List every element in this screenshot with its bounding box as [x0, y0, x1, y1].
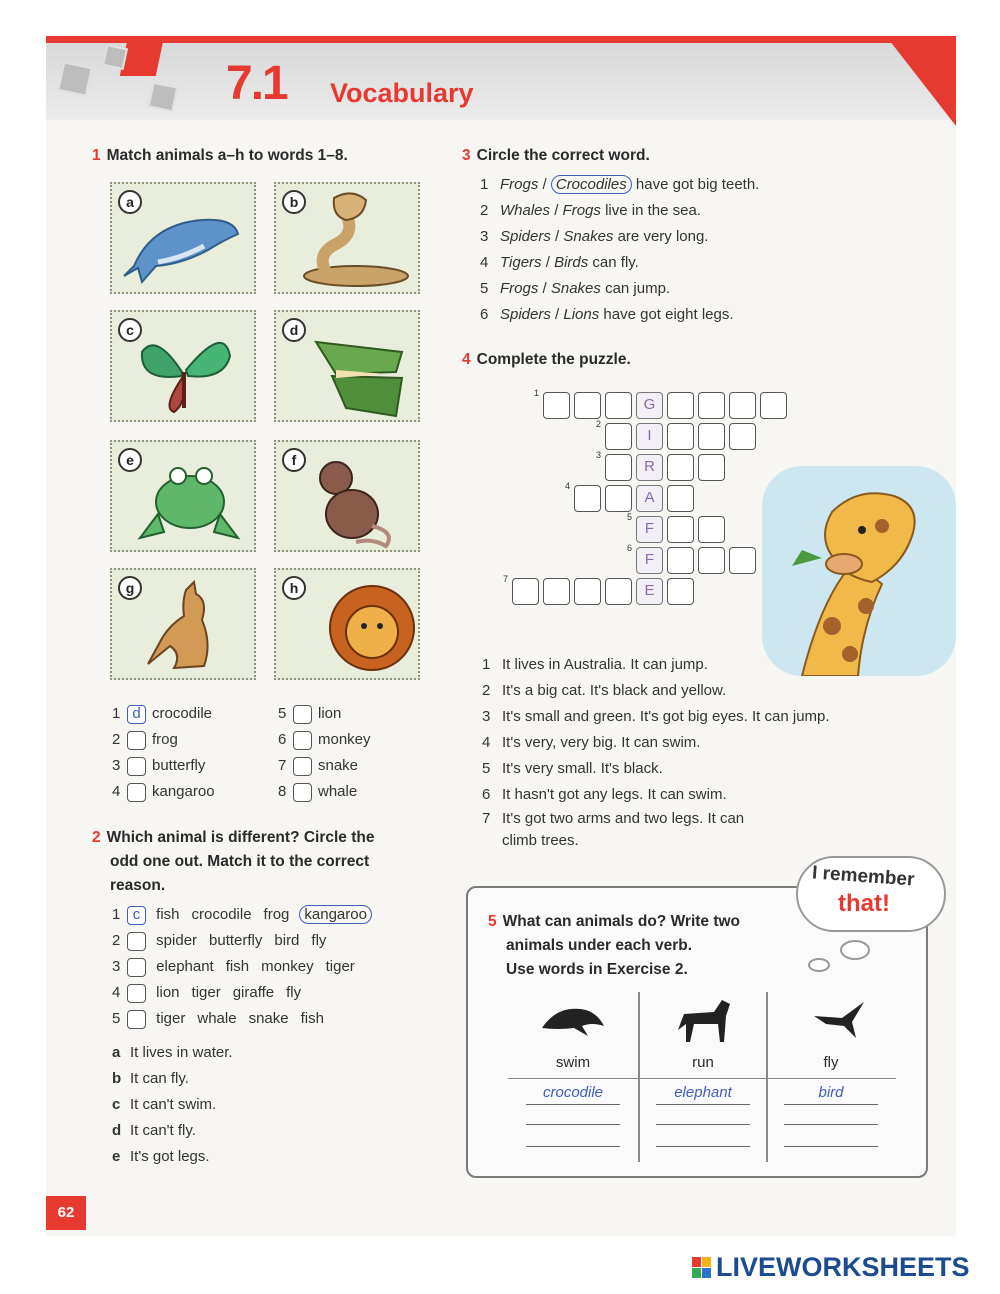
reason-letter: c	[112, 1096, 121, 1113]
item-number: 8	[278, 783, 287, 800]
crossword-cell[interactable]	[760, 392, 787, 419]
list-item: 5 Frogs / Snakes can jump.	[480, 276, 920, 302]
ex2-number: 2	[92, 829, 101, 846]
answer-box[interactable]	[127, 984, 146, 1003]
crossword-key-cell[interactable]: R	[636, 454, 663, 481]
list-item	[112, 1006, 472, 1032]
bubble-tail	[840, 940, 870, 960]
crossword-cell[interactable]	[667, 454, 694, 481]
page-number: 62	[46, 1196, 86, 1230]
reason-letter: d	[112, 1122, 122, 1139]
crossword-cell[interactable]	[729, 392, 756, 419]
header-decoration	[102, 44, 128, 70]
clue-number: 7	[482, 810, 491, 827]
ex5-title-line: Use words in Exercise 2.	[506, 961, 688, 978]
word-option[interactable]: Lions	[563, 306, 600, 323]
crossword-key-cell[interactable]: G	[636, 392, 663, 419]
word-option[interactable]: Snakes	[563, 228, 614, 245]
word-option[interactable]: elephant	[156, 958, 214, 975]
ex2-title	[92, 826, 432, 898]
item-word: frog	[152, 731, 178, 748]
list-item	[112, 753, 272, 779]
crossword-cell[interactable]	[729, 547, 756, 574]
clue-item	[482, 782, 922, 808]
list-item	[112, 727, 272, 753]
crossword-cell[interactable]	[667, 547, 694, 574]
word-option[interactable]: Frogs	[500, 176, 539, 193]
answer-box[interactable]	[127, 757, 146, 776]
word-option[interactable]: whale	[197, 1010, 237, 1027]
word-option[interactable]: crocodile	[191, 906, 252, 923]
word-option[interactable]: giraffe	[232, 984, 275, 1001]
reason-letter: e	[112, 1148, 121, 1165]
clue-number: 1	[482, 656, 491, 673]
list-item: 4 Tigers / Birds can fly.	[480, 250, 920, 276]
horse-icon	[674, 994, 734, 1044]
clue-item	[482, 704, 922, 730]
crossword-cell[interactable]	[667, 578, 694, 605]
word-option[interactable]: bird	[274, 932, 300, 949]
giraffe-icon	[762, 466, 956, 676]
list-item: 3 Spiders / Snakes are very long.	[480, 224, 920, 250]
picture-label: d	[282, 318, 306, 342]
verb-fly: fly	[823, 1054, 839, 1071]
list-item: 1 Frogs / Crocodiles have got big teeth.	[480, 172, 920, 198]
write-line[interactable]	[656, 1104, 750, 1105]
ex3-title-text: Circle the correct word.	[476, 147, 650, 164]
crossword-clue-number: 3	[596, 450, 602, 460]
ex4-number: 4	[462, 351, 471, 368]
reason-text: It can't swim.	[130, 1096, 217, 1113]
word-option[interactable]: tiger	[191, 984, 221, 1001]
word-option[interactable]: Frogs	[500, 280, 539, 297]
header-accent-line	[46, 36, 956, 43]
ex4-title	[462, 348, 631, 372]
answer-box[interactable]: c	[127, 906, 146, 925]
list-item	[112, 779, 272, 805]
bubble-line-1: I remember	[811, 862, 916, 891]
ex2-title-line: odd one out. Match it to the correct	[110, 853, 370, 870]
picture-lion	[274, 568, 420, 680]
column-divider	[638, 992, 640, 1162]
word-option[interactable]: lion	[156, 984, 180, 1001]
word-option[interactable]: frog	[263, 906, 290, 923]
list-item: 6 Spiders / Lions have got eight legs.	[480, 302, 920, 328]
item-number: 1	[112, 705, 121, 722]
word-option[interactable]: Tigers	[500, 254, 542, 271]
item-number: 5	[278, 705, 287, 722]
clue-number: 4	[482, 734, 491, 751]
ex5-title-line: What can animals do? Write two	[502, 913, 741, 930]
clue-item	[482, 808, 922, 852]
item-number: 2	[112, 932, 121, 949]
word-option[interactable]: snake	[248, 1010, 289, 1027]
clue-text: It's very, very big. It can swim.	[502, 734, 701, 751]
crossword-cell[interactable]	[698, 547, 725, 574]
verb-run: run	[692, 1054, 714, 1071]
picture-whale	[110, 182, 256, 294]
word-option-circled[interactable]: Crocodiles	[551, 175, 632, 194]
item-word: kangaroo	[152, 783, 215, 800]
ex4-clues	[482, 652, 922, 852]
clue-text: It hasn't got any legs. It can swim.	[502, 786, 727, 803]
clue-text: It's a big cat. It's black and yellow.	[502, 682, 727, 699]
sentence-rest: have got eight legs.	[603, 306, 734, 323]
ex5-title	[488, 910, 788, 982]
write-line[interactable]	[656, 1146, 750, 1147]
ex1-list-right	[278, 701, 438, 805]
picture-label: b	[282, 190, 306, 214]
crossword-clue-number: 1	[534, 388, 540, 398]
picture-label: f	[282, 448, 306, 472]
list-item	[278, 727, 438, 753]
ex1-number: 1	[92, 147, 101, 164]
word-option[interactable]: Spiders	[500, 306, 551, 323]
crossword-key-cell[interactable]: I	[636, 423, 663, 450]
picture-label: c	[118, 318, 142, 342]
ex4-title-text: Complete the puzzle.	[476, 351, 631, 368]
clue-number: 2	[482, 682, 491, 699]
reason-letter: b	[112, 1070, 122, 1087]
ex3-number: 3	[462, 147, 471, 164]
word-option[interactable]: fish	[156, 906, 180, 923]
write-line[interactable]	[784, 1146, 878, 1147]
crossword-cell[interactable]	[698, 423, 725, 450]
crossword-clue-number: 2	[596, 419, 602, 429]
bubble-line-2: that!	[838, 890, 890, 917]
item-number: 1	[112, 906, 121, 923]
picture-label: g	[118, 576, 142, 600]
crossword-cell[interactable]	[574, 578, 601, 605]
crossword-key-cell[interactable]: A	[636, 485, 663, 512]
reason-item	[112, 1066, 372, 1092]
crossword-cell[interactable]	[667, 485, 694, 512]
sentence-rest: live in the sea.	[605, 202, 701, 219]
word-option[interactable]: Spiders	[500, 228, 551, 245]
reason-item	[112, 1092, 372, 1118]
answer-fly-1[interactable]: bird	[818, 1084, 844, 1101]
picture-kangaroo	[110, 568, 256, 680]
item-number: 5	[112, 1010, 121, 1027]
crossword-cell[interactable]	[543, 578, 570, 605]
word-option[interactable]: fish	[225, 958, 250, 975]
ex3-list	[480, 172, 920, 328]
header-corner-accent	[886, 36, 956, 126]
list-item	[112, 701, 272, 727]
crossword-clue-number: 4	[565, 481, 571, 491]
crossword-cell[interactable]	[543, 392, 570, 419]
ex3-title	[462, 144, 650, 168]
word-option[interactable]: Whales	[500, 202, 551, 219]
crossword-cell[interactable]	[698, 392, 725, 419]
word-option[interactable]: butterfly	[209, 932, 263, 949]
crossword-cell[interactable]	[605, 423, 632, 450]
crossword-cell[interactable]	[512, 578, 539, 605]
crossword-cell[interactable]	[605, 485, 632, 512]
write-line[interactable]	[526, 1146, 620, 1147]
bubble-tail	[808, 958, 830, 972]
crossword-key-cell[interactable]: F	[636, 516, 663, 543]
clue-item	[482, 652, 922, 678]
bird-icon	[812, 996, 868, 1042]
liveworksheets-brand[interactable]: LIVEWORKSHEETS	[716, 1252, 970, 1282]
crossword-key-cell[interactable]: F	[636, 547, 663, 574]
list-item	[112, 954, 472, 980]
item-number: 3	[112, 958, 121, 975]
write-line[interactable]	[656, 1124, 750, 1125]
crossword-cell[interactable]	[605, 392, 632, 419]
workbook-page	[46, 36, 956, 1236]
answer-box[interactable]	[127, 731, 146, 750]
unit-title: Vocabulary	[330, 78, 474, 108]
crossword-cell[interactable]	[574, 392, 601, 419]
clue-item	[482, 678, 922, 704]
crossword-cell[interactable]	[605, 578, 632, 605]
ex2-title-line: Which animal is different? Circle the	[106, 829, 375, 846]
ex2-reasons	[112, 1040, 372, 1170]
crossword-cell[interactable]	[574, 485, 601, 512]
item-word: snake	[318, 757, 359, 774]
table-header-line	[508, 1078, 896, 1079]
crossword-cell[interactable]	[698, 516, 725, 543]
picture-monkey	[274, 440, 420, 552]
word-option[interactable]: spider	[156, 932, 198, 949]
write-line[interactable]	[784, 1124, 878, 1125]
ex5-number: 5	[488, 913, 497, 930]
item-word: lion	[318, 705, 342, 722]
picture-frog	[110, 440, 256, 552]
item-number: 4	[112, 783, 121, 800]
clue-text: climb trees.	[502, 832, 579, 849]
header-band	[46, 36, 956, 120]
crossword-key-cell[interactable]: E	[636, 578, 663, 605]
clue-number: 5	[482, 760, 491, 777]
crossword-cell[interactable]	[605, 454, 632, 481]
clue-text: It's got two arms and two legs. It can	[502, 810, 745, 827]
word-option[interactable]: fish	[300, 1010, 324, 1027]
list-item: 2 Whales / Frogs live in the sea.	[480, 198, 920, 224]
word-option[interactable]: fly	[286, 984, 302, 1001]
ex1-title	[92, 144, 348, 168]
header-decoration	[57, 61, 93, 97]
reason-text: It can fly.	[130, 1070, 189, 1087]
picture-label: e	[118, 448, 142, 472]
answer-box[interactable]: d	[127, 705, 146, 724]
picture-label: h	[282, 576, 306, 600]
item-number: 7	[278, 757, 287, 774]
word-option[interactable]: Frogs	[562, 202, 601, 219]
word-option[interactable]: fly	[311, 932, 327, 949]
word-option[interactable]: monkey	[261, 958, 314, 975]
crossword-cell[interactable]	[667, 392, 694, 419]
reason-item	[112, 1040, 372, 1066]
list-item	[112, 928, 472, 954]
list-item	[278, 753, 438, 779]
ex2-list	[112, 902, 472, 1032]
crossword-cell[interactable]	[698, 454, 725, 481]
liveworksheets-logo-icon	[692, 1257, 712, 1279]
ex2-title-line: reason.	[110, 877, 166, 894]
write-line[interactable]	[784, 1104, 878, 1105]
reason-text: It lives in water.	[130, 1044, 233, 1061]
item-number: 3	[112, 757, 121, 774]
answer-box[interactable]	[293, 731, 312, 750]
picture-crocodile	[274, 310, 420, 422]
word-option[interactable]: tiger	[325, 958, 355, 975]
answer-box[interactable]	[293, 757, 312, 776]
clue-text: It's very small. It's black.	[502, 760, 663, 777]
answer-box[interactable]	[127, 958, 146, 977]
item-number: 2	[480, 202, 489, 219]
write-line[interactable]	[526, 1104, 620, 1105]
item-number: 3	[480, 228, 489, 245]
clue-number: 3	[482, 708, 491, 725]
item-number: 5	[480, 280, 489, 297]
word-option[interactable]: Snakes	[550, 280, 601, 297]
clue-text: It lives in Australia. It can jump.	[502, 656, 708, 673]
item-number: 2	[112, 731, 121, 748]
ex1-title-text: Match animals a–h to words 1–8.	[106, 147, 348, 164]
dolphin-icon	[538, 1000, 608, 1040]
answer-box[interactable]	[127, 1010, 146, 1029]
reason-text: It can't fly.	[130, 1122, 196, 1139]
reason-item	[112, 1118, 372, 1144]
item-number: 6	[278, 731, 287, 748]
picture-snake	[274, 182, 420, 294]
item-word: butterfly	[152, 757, 206, 774]
answer-box[interactable]	[127, 783, 146, 802]
item-word: crocodile	[152, 705, 213, 722]
answer-box[interactable]	[127, 932, 146, 951]
list-item	[278, 779, 438, 805]
header-decoration	[148, 82, 179, 113]
verb-swim: swim	[555, 1054, 591, 1071]
ex1-list-left	[112, 701, 272, 805]
reason-letter: a	[112, 1044, 121, 1061]
answer-box[interactable]	[293, 705, 312, 724]
item-number: 1	[480, 176, 489, 193]
clue-item	[482, 756, 922, 782]
list-item	[278, 701, 438, 727]
item-word: monkey	[318, 731, 371, 748]
sentence-rest: are very long.	[617, 228, 709, 245]
clue-number: 6	[482, 786, 491, 803]
crossword-clue-number: 6	[627, 543, 633, 553]
answer-swim-1[interactable]: crocodile	[542, 1084, 604, 1101]
crossword-cell[interactable]	[667, 516, 694, 543]
reason-text: It's got legs.	[130, 1148, 210, 1165]
item-number: 4	[112, 984, 121, 1001]
crossword-cell[interactable]	[667, 423, 694, 450]
clue-item	[482, 730, 922, 756]
item-number: 4	[480, 254, 489, 271]
sentence-rest: can fly.	[592, 254, 639, 271]
picture-label: a	[118, 190, 142, 214]
answer-run-1[interactable]: elephant	[674, 1084, 732, 1101]
remember-bubble	[796, 856, 946, 932]
crossword-cell[interactable]	[729, 423, 756, 450]
unit-number: 7.1	[226, 57, 287, 110]
word-option-circled[interactable]: kangaroo	[299, 905, 372, 924]
word-option[interactable]: tiger	[156, 1010, 186, 1027]
ex5-title-line: animals under each verb.	[506, 937, 693, 954]
item-number: 6	[480, 306, 489, 323]
sentence-rest: have got big teeth.	[635, 176, 760, 193]
crossword-clue-number: 5	[627, 512, 633, 522]
list-item	[112, 902, 472, 928]
clue-text: It's small and green. It's got big eyes. It can jump.	[502, 708, 830, 725]
answer-box[interactable]	[293, 783, 312, 802]
crossword-clue-number: 7	[503, 574, 509, 584]
reason-item	[112, 1144, 372, 1170]
word-option[interactable]: Birds	[554, 254, 589, 271]
write-line[interactable]	[526, 1124, 620, 1125]
column-divider	[766, 992, 768, 1162]
item-word: whale	[318, 783, 358, 800]
list-item	[112, 980, 472, 1006]
sentence-rest: can jump.	[605, 280, 671, 297]
picture-butterfly	[110, 310, 256, 422]
